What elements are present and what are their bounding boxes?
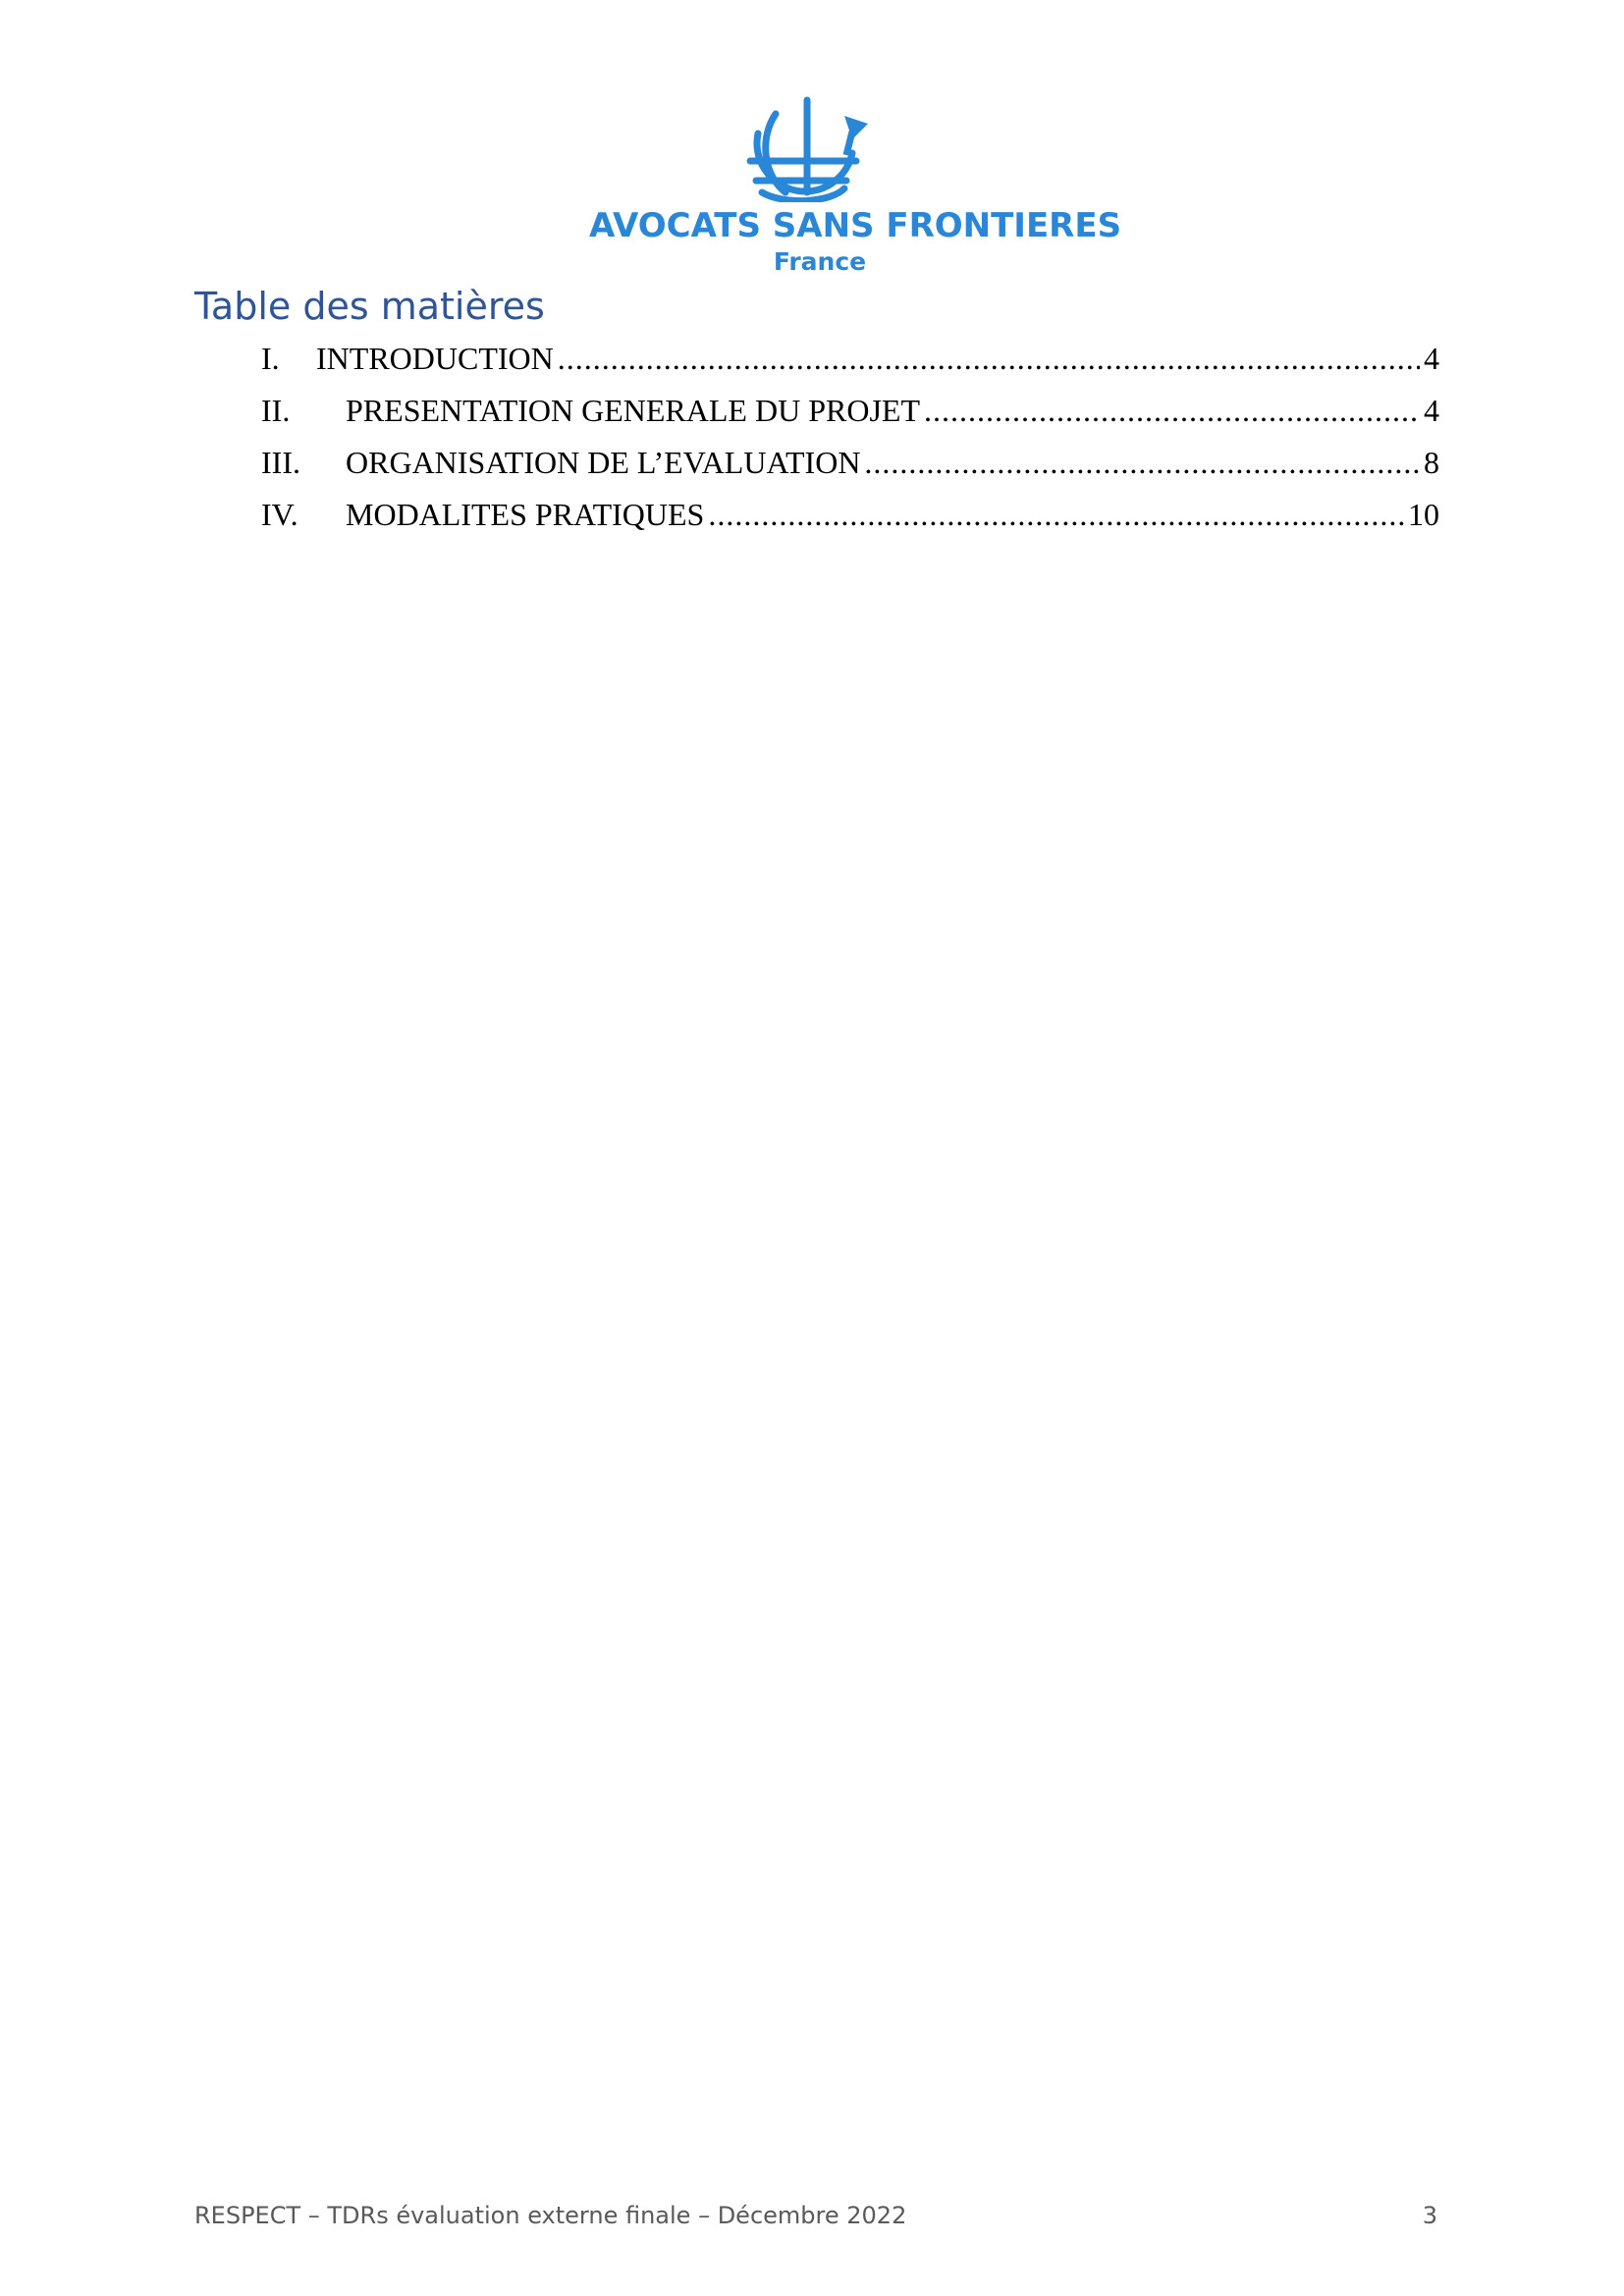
- globe-arrow-icon: [736, 94, 874, 202]
- toc-entry-number: IV.: [261, 497, 298, 532]
- toc-dot-leader: [558, 341, 1420, 377]
- toc-entry-label: ORGANISATION DE L’EVALUATION: [346, 445, 861, 480]
- toc-entry-number: III.: [261, 445, 300, 480]
- toc-entry-label: MODALITES PRATIQUES: [346, 497, 705, 532]
- logo-subtitle: France: [773, 247, 867, 276]
- toc-dot-leader: [708, 497, 1404, 533]
- toc-entry-number: I.: [261, 341, 280, 376]
- footer-page-number: 3: [1422, 2202, 1437, 2229]
- toc-entry-label: PRESENTATION GENERALE DU PROJET: [346, 393, 920, 428]
- toc-dot-leader: [864, 445, 1420, 481]
- organization-logo: [589, 94, 1122, 283]
- toc-entry-presentation[interactable]: [261, 393, 1439, 445]
- toc-dot-leader: [924, 393, 1420, 429]
- table-of-contents: [261, 341, 1439, 549]
- toc-entry-organisation[interactable]: [261, 445, 1439, 497]
- toc-entry-label: INTRODUCTION: [316, 341, 554, 376]
- toc-entry-page: 4: [1424, 393, 1439, 428]
- toc-entry-page: 10: [1408, 497, 1439, 532]
- toc-entry-introduction[interactable]: [261, 341, 1439, 393]
- toc-entry-number: II.: [261, 393, 291, 428]
- logo-name: AVOCATS SANS FRONTIERES: [589, 206, 1122, 245]
- toc-entry-modalites[interactable]: [261, 497, 1439, 549]
- toc-title: Table des matières: [194, 285, 545, 328]
- toc-entry-page: 8: [1424, 445, 1439, 480]
- toc-entry-page: 4: [1424, 341, 1439, 376]
- footer-text: RESPECT – TDRs évaluation externe finale – Décembre 2022: [194, 2202, 907, 2229]
